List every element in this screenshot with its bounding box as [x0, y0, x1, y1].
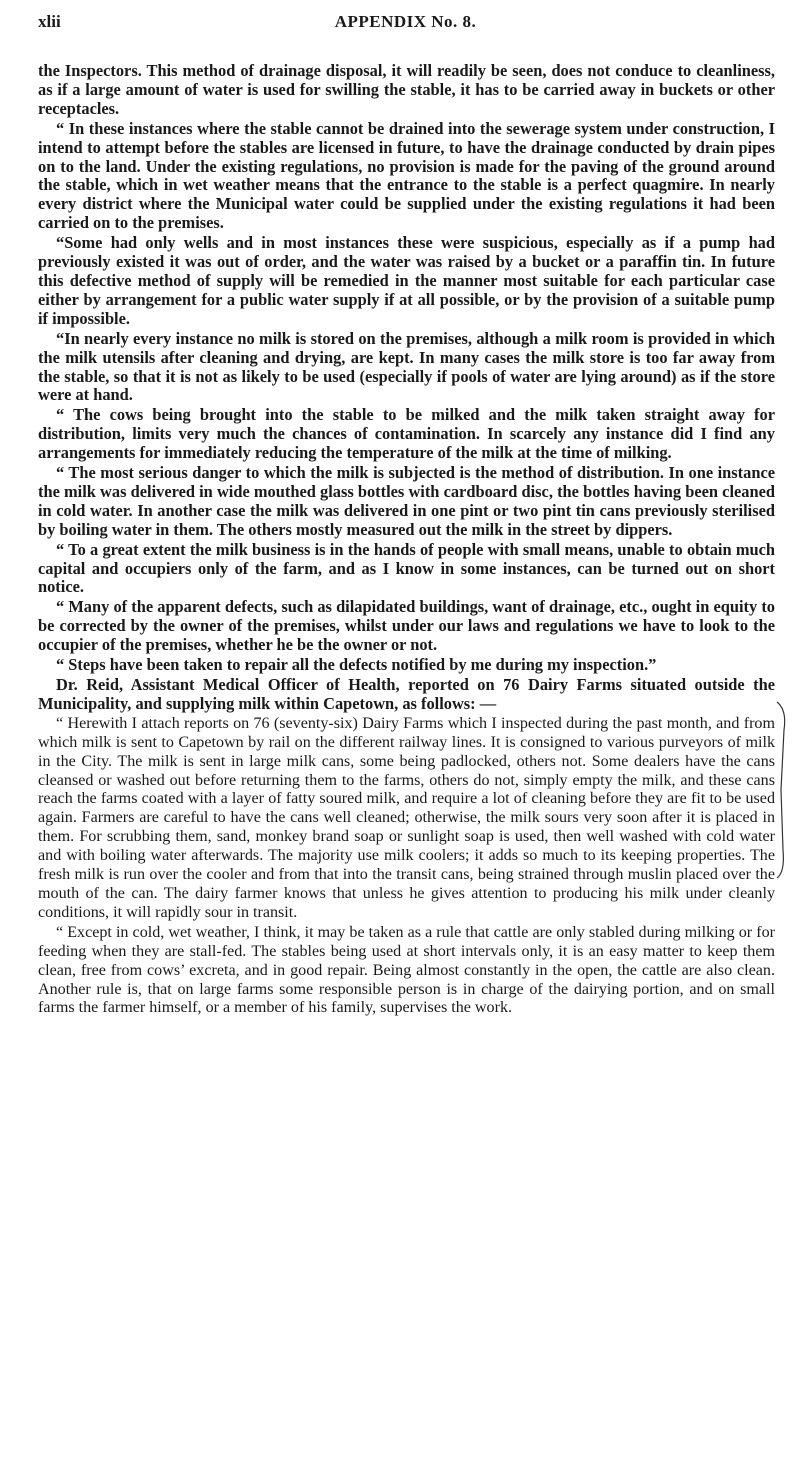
paragraph: Dr. Reid, Assistant Medical Officer of Health, reported on 76 Dairy Farms situated outside the Municipality, and supplying milk within Capetown, as follows: —: [38, 675, 775, 713]
paragraph: “ Many of the apparent defects, such as dilapidated buildings, want of drainage, etc., ought in equity to be corrected by the owner of the premises, whilst under our laws and regulations we have to look to the occupier of the premises, whether he be the owner or not.: [38, 597, 775, 655]
page-number: xlii: [38, 12, 61, 31]
running-title: APPENDIX No. 8.: [334, 12, 477, 31]
paragraph: “ Steps have been taken to repair all the defects notified by me during my inspection.”: [56, 655, 657, 675]
paragraph: “ Except in cold, wet weather, I think, it may be taken as a rule that cattle are only stabled during milking or for feeding when they are stall-fed. The stables being used at short intervals only, it is an easy matter to keep them clean, free from cows’ excreta, and in good repair. Being almost constantly in the open, the cattle are also clean. Another rule is, that on large farms some responsible person is in charge of the dairying portion, and on small farms the farmer himself, or a member of his family, supervises the work.: [38, 923, 775, 1017]
paragraph: “ The most serious danger to which the milk is subjected is the method of distribution. In one instance the milk was delivered in wide mouthed glass bottles with cardboard disc, the bottles having been cleaned in cold water. In another case the milk was delivered in one pint or two pint tin cans previously sterilised by boiling water in them. The others mostly measured out the milk in the street by dippers.: [38, 463, 775, 539]
paragraph: “ The cows being brought into the stable to be milked and the milk taken straight away for distribution, limits very much the chances of contamination. In scarcely any instance did I find any arrangements for immediately reducing the temperature of the milk at the time of milking.: [38, 405, 775, 463]
body-text: [38, 62, 775, 1019]
paragraph: “ Herewith I attach reports on 76 (seventy-six) Dairy Farms which I inspected during the past month, and from which milk is sent to Capetown by rail on the different railway lines. It is consigned to various purveyors of milk in the City. The milk is sent in large milk cans, some being padlocked, others not. Some dealers have the cans cleansed or washed out before returning them to the farms, others do not, simply empty the milk, and these cans reach the farms coated with a layer of fatty soured milk, and require a lot of cleaning before they are fit to be used again. Farmers are careful to have the cans well cleaned; otherwise, the milk sours very soon after it is placed in them. For scrubbing them, sand, monkey brand soap or sunlight soap is used, then well washed with cold water and with boiling water afterwards. The majority use milk coolers; it adds so much to its keeping properties. The fresh milk is run over the cooler and from that into the transit cans, being strained through muslin placed over the mouth of the can. The dairy farmer knows that unless he gives attention to producing his milk under cleanly conditions, it will rapidly sour in transit.: [38, 714, 775, 921]
paragraph: the Inspectors. This method of drainage disposal, it will readily be seen, does not conduce to cleanliness, as if a large amount of water is used for swilling the stable, it has to be carried away in buckets or other receptacles.: [38, 61, 775, 118]
paragraph: “ To a great extent the milk business is in the hands of people with small means, unable to obtain much capital and occupiers only of the farm, and as I know in some instances, can be turned out on short notice.: [38, 539, 775, 597]
paragraph: “ In these instances where the stable cannot be drained into the sewerage system under construction, I intend to attempt before the stables are licensed in future, to have the drainage conducted by drain pipes on to the land. Under the existing regulations, no provision is made for the paving of the ground around the stable, which in wet weather means that the entrance to the stable is a perfect quagmire. In nearly every district where the Municipal water could be supplied under the existing regulations it had been carried on to the premises.: [38, 118, 775, 233]
margin-bracket-mark: [775, 700, 789, 880]
paragraph: “Some had only wells and in most instances these were suspicious, especially as if a pump had previously existed it was out of order, and the water was raised by a bucket or a paraffin tin. In future this defective method of supply will be remedied in the manner most suitable for each particular case either by arrangement for a public water supply if at all possible, or by the provision of a suitable pump if impossible.: [38, 233, 775, 328]
page-header: [38, 12, 773, 36]
paragraph: “In nearly every instance no milk is stored on the premises, although a milk room is provided in which the milk utensils after cleaning and drying, are kept. In many cases the milk store is too far away from the stable, so that it is not as likely to be used (especially if pools of water are lying around) as if the store were at hand.: [38, 328, 775, 405]
